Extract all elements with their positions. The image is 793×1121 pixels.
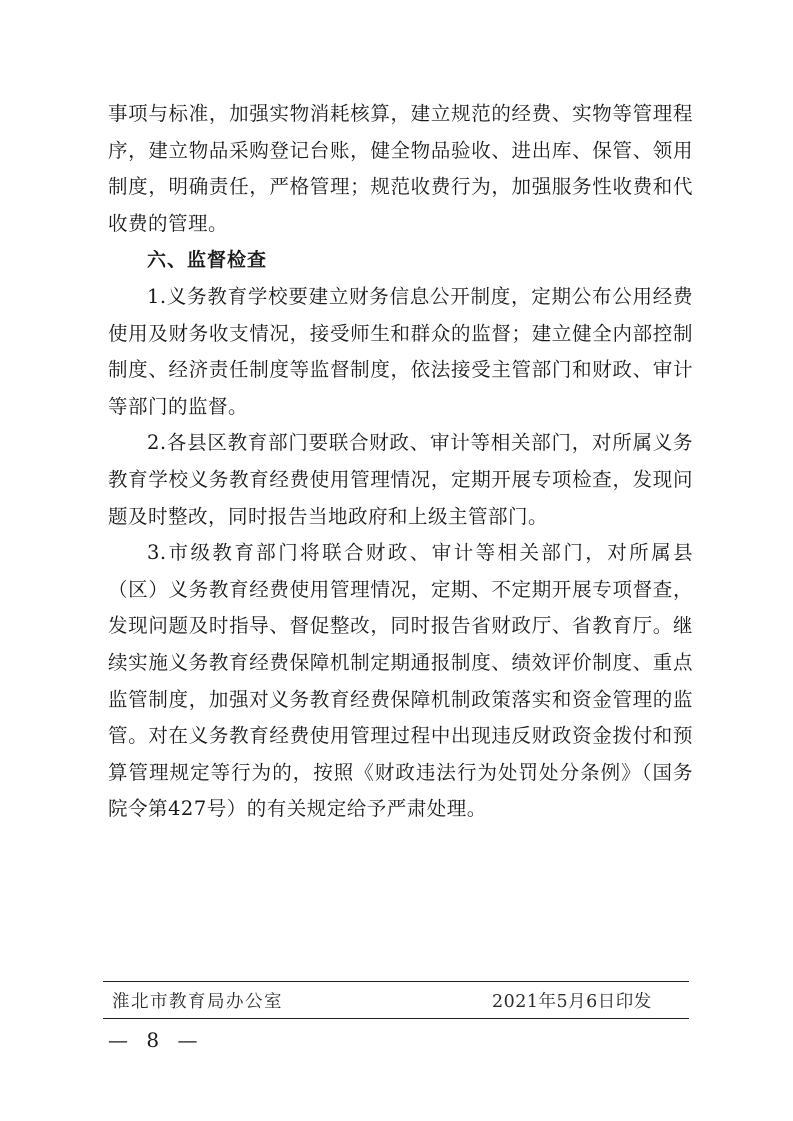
- issuing-office: 淮北市教育局办公室: [112, 992, 283, 1012]
- paragraph-item-1: 1.义务教育学校要建立财务信息公开制度，定期公布公用经费使用及财务收支情况，接受师生和群众的监督；建立健全内部控制制度、经济责任制度等监督制度，依法接受主管部门和财政、审计等部门的监督。: [108, 284, 693, 418]
- issue-date: 2021年5月6日印发: [492, 992, 652, 1012]
- paragraph-item-2: 2.各县区教育部门要联合财政、审计等相关部门，对所属义务教育学校义务教育经费使用管理情况，定期开展专项检查，发现问题及时整改，同时报告当地政府和上级主管部门。: [108, 431, 693, 528]
- footer-bottom-rule: [103, 1018, 689, 1019]
- footer-top-rule: [103, 981, 689, 982]
- document-body: [108, 96, 693, 828]
- section-heading: 六、监督检查: [147, 249, 268, 272]
- page-number: — 8 —: [108, 1028, 204, 1052]
- paragraph-continuation: 事项与标准，加强实物消耗核算，建立规范的经费、实物等管理程序，建立物品采购登记台账，健全物品验收、进出库、保管、领用制度，明确责任，严格管理；规范收费行为，加强服务性收费和代收费的管理。: [108, 102, 693, 235]
- paragraph-item-3: 3.市级教育部门将联合财政、审计等相关部门，对所属县（区）义务教育经费使用管理情况，定期、不定期开展专项督查，发现问题及时指导、督促整改，同时报告省财政厅、省教育厅。继续实施义务教育经费保障机制定期通报制度、绩效评价制度、重点监管制度，加强对义务教育经费保障机制政策落实和资金管理的监管。对在义务教育经费使用管理过程中出现违反财政资金拨付和预算管理规定等行为的，按照《财政违法行为处罚处分条例》（国务院令第427号）的有关规定给予严肃处理。: [108, 541, 693, 821]
